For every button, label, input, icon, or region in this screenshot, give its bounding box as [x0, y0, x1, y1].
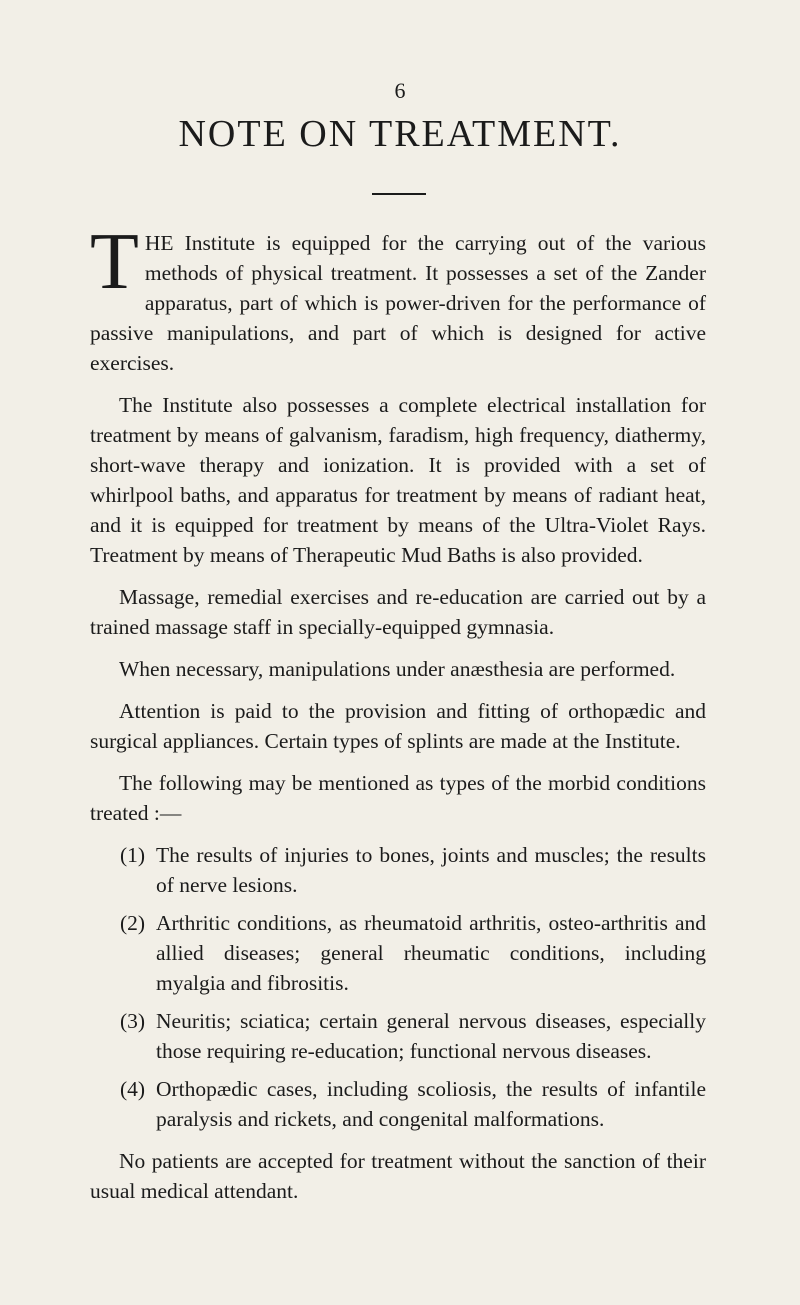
conditions-list — [90, 840, 706, 1134]
paragraph-anaesthesia: When necessary, manipulations under anæsthesia are performed. — [119, 657, 676, 681]
paragraph-massage: Massage, remedial exercises and re-education are carried out by a trained massage staff in specially-equipped gymnasia. — [90, 585, 706, 639]
list-item — [90, 908, 706, 998]
list-item — [90, 840, 706, 900]
title-divider — [372, 193, 426, 195]
paragraph-electrical: The Institute also possesses a complete electrical installation for treatment by means of galvanism, faradism, high frequency, diathermy, short-wave therapy and ionization. It is provided with a set of whirlpool baths, and apparatus for treatment by means of radiant heat, and it is equipped for treatment by means of the Ultra-Violet Rays. Treatment by means of Therapeutic Mud Baths is also provided. — [90, 393, 706, 567]
list-item-number: (2) — [120, 911, 146, 935]
list-item — [90, 1006, 706, 1066]
list-item-text: Orthopædic cases, including scoliosis, the results of infantile paralysis and rickets, and congenital malformations. — [156, 1077, 706, 1131]
page-number: 6 — [394, 78, 406, 103]
document-body — [90, 218, 706, 1218]
page-title: NOTE ON TREATMENT. — [178, 113, 622, 155]
intro-paragraph — [90, 218, 706, 378]
list-item-text: The results of injuries to bones, joints and muscles; the results of nerve lesions. — [156, 843, 706, 897]
intro-text: HE Institute is equipped for the carrying out of the various methods of physical treatment. It possesses a set of the Zander apparatus, part of which is power-driven for the performance of passive manipulations, and part of which is designed for active exercises. — [90, 231, 706, 375]
closing-paragraph: No patients are accepted for treatment without the sanction of their usual medical attendant. — [90, 1149, 706, 1203]
list-item-text: Neuritis; sciatica; certain general nervous diseases, especially those requiring re-education; functional nervous diseases. — [156, 1009, 706, 1063]
paragraph-appliances: Attention is paid to the provision and fitting of orthopædic and surgical appliances. Certain types of splints are made at the Institute. — [90, 699, 706, 753]
list-item — [90, 1074, 706, 1134]
list-item-number: (1) — [120, 843, 146, 867]
paragraph-conditions-intro: The following may be mentioned as types of the morbid conditions treated :— — [90, 771, 706, 825]
list-item-number: (4) — [120, 1077, 146, 1101]
list-item-number: (3) — [120, 1009, 146, 1033]
list-item-text: Arthritic conditions, as rheumatoid arthritis, osteo-arthritis and allied diseases; general rheumatic conditions, including myalgia and fibrositis. — [156, 911, 706, 995]
drop-cap: T — [90, 218, 139, 306]
